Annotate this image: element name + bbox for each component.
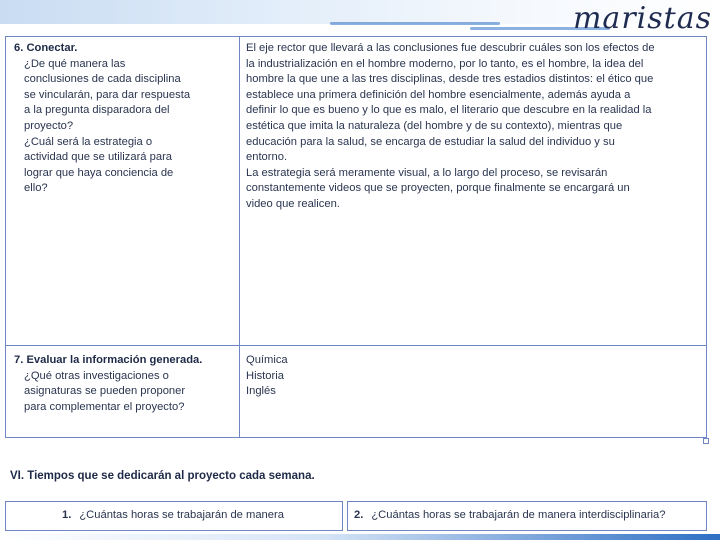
question-line: proyecto? (24, 119, 74, 132)
answer-line: entorno. (246, 151, 288, 164)
answer-line: educación para la salud, se encarga de estudiar la salud del individuo y su (246, 135, 615, 148)
section-7-answer-cell (246, 353, 446, 400)
answer-line: establece una primera definición del hombre esencialmente, además ayuda a (246, 88, 631, 101)
item-text: ¿Cuántas horas se trabajarán de manera interdisciplinaria? (371, 509, 666, 521)
section-7-question-cell (14, 353, 232, 415)
question-line: a la pregunta disparadora del (24, 104, 170, 117)
subject-item: Inglés (246, 385, 276, 398)
header-banner (0, 0, 720, 34)
item-number: 1. (62, 509, 72, 521)
brand-logo: maristas (572, 1, 712, 34)
answer-line: definir lo que es bueno y lo que es malo, el literario que descubre en la realidad la (246, 104, 652, 117)
footer-band (0, 534, 720, 540)
question-line: lograr que haya conciencia de (24, 166, 174, 179)
question-line: se vincularán, para dar respuesta (24, 88, 191, 101)
section-6-title: 6. Conectar. (14, 42, 78, 54)
question-line: para complementar el proyecto? (24, 400, 185, 413)
question-line: ello? (24, 182, 48, 195)
project-table (5, 36, 707, 438)
question-line: asignaturas se pueden proponer (24, 385, 186, 398)
section-7-question (14, 369, 232, 416)
section-7-title: 7. Evaluar la información generada. (14, 354, 203, 366)
banner-streak (330, 22, 500, 25)
answer-line: hombre la que une a las tres disciplinas, desde tres estadios distintos: el ético que (246, 73, 654, 86)
answer-line: La estrategia será meramente visual, a lo largo del proceso, se revisarán (246, 166, 608, 179)
question-line: actividad que se utilizará para (24, 151, 173, 164)
answer-line: estética que imita la naturaleza (del hombre y de su contexto), mientras que (246, 119, 623, 132)
question-line: conclusiones de cada disciplina (24, 73, 181, 86)
answer-line: El eje rector que llevará a las conclusiones fue descubrir cuáles son los efectos de (246, 42, 655, 54)
item-text: ¿Cuántas horas se trabajarán de manera (79, 509, 284, 521)
subject-item: Química (246, 354, 288, 366)
answer-line: la industrialización en el hombre moderno, por lo tanto, es el hombre, la idea del (246, 57, 644, 70)
subject-item: Historia (246, 369, 284, 382)
question-line: ¿Cuál será la estrategia o (24, 135, 153, 148)
answer-line: constantemente videos que se proyecten, porque finalmente se encargará un (246, 182, 630, 195)
hours-question-1 (62, 509, 284, 521)
section-6-answer-cell (246, 41, 704, 213)
item-number: 2. (354, 509, 364, 521)
row-divider (6, 345, 706, 346)
hours-question-1-cell (5, 501, 343, 531)
hours-question-2 (354, 509, 666, 521)
question-line: ¿De qué manera las (24, 57, 126, 70)
section-6-question (14, 57, 232, 197)
column-divider (239, 37, 240, 437)
question-line: ¿Qué otras investigaciones o (24, 369, 169, 382)
section-vi-title: VI. Tiempos que se dedicarán al proyecto cada semana. (10, 470, 315, 482)
table-resize-handle (703, 438, 709, 444)
answer-line: video que realicen. (246, 197, 340, 210)
hours-question-2-cell (347, 501, 707, 531)
section-6-question-cell (14, 41, 232, 197)
